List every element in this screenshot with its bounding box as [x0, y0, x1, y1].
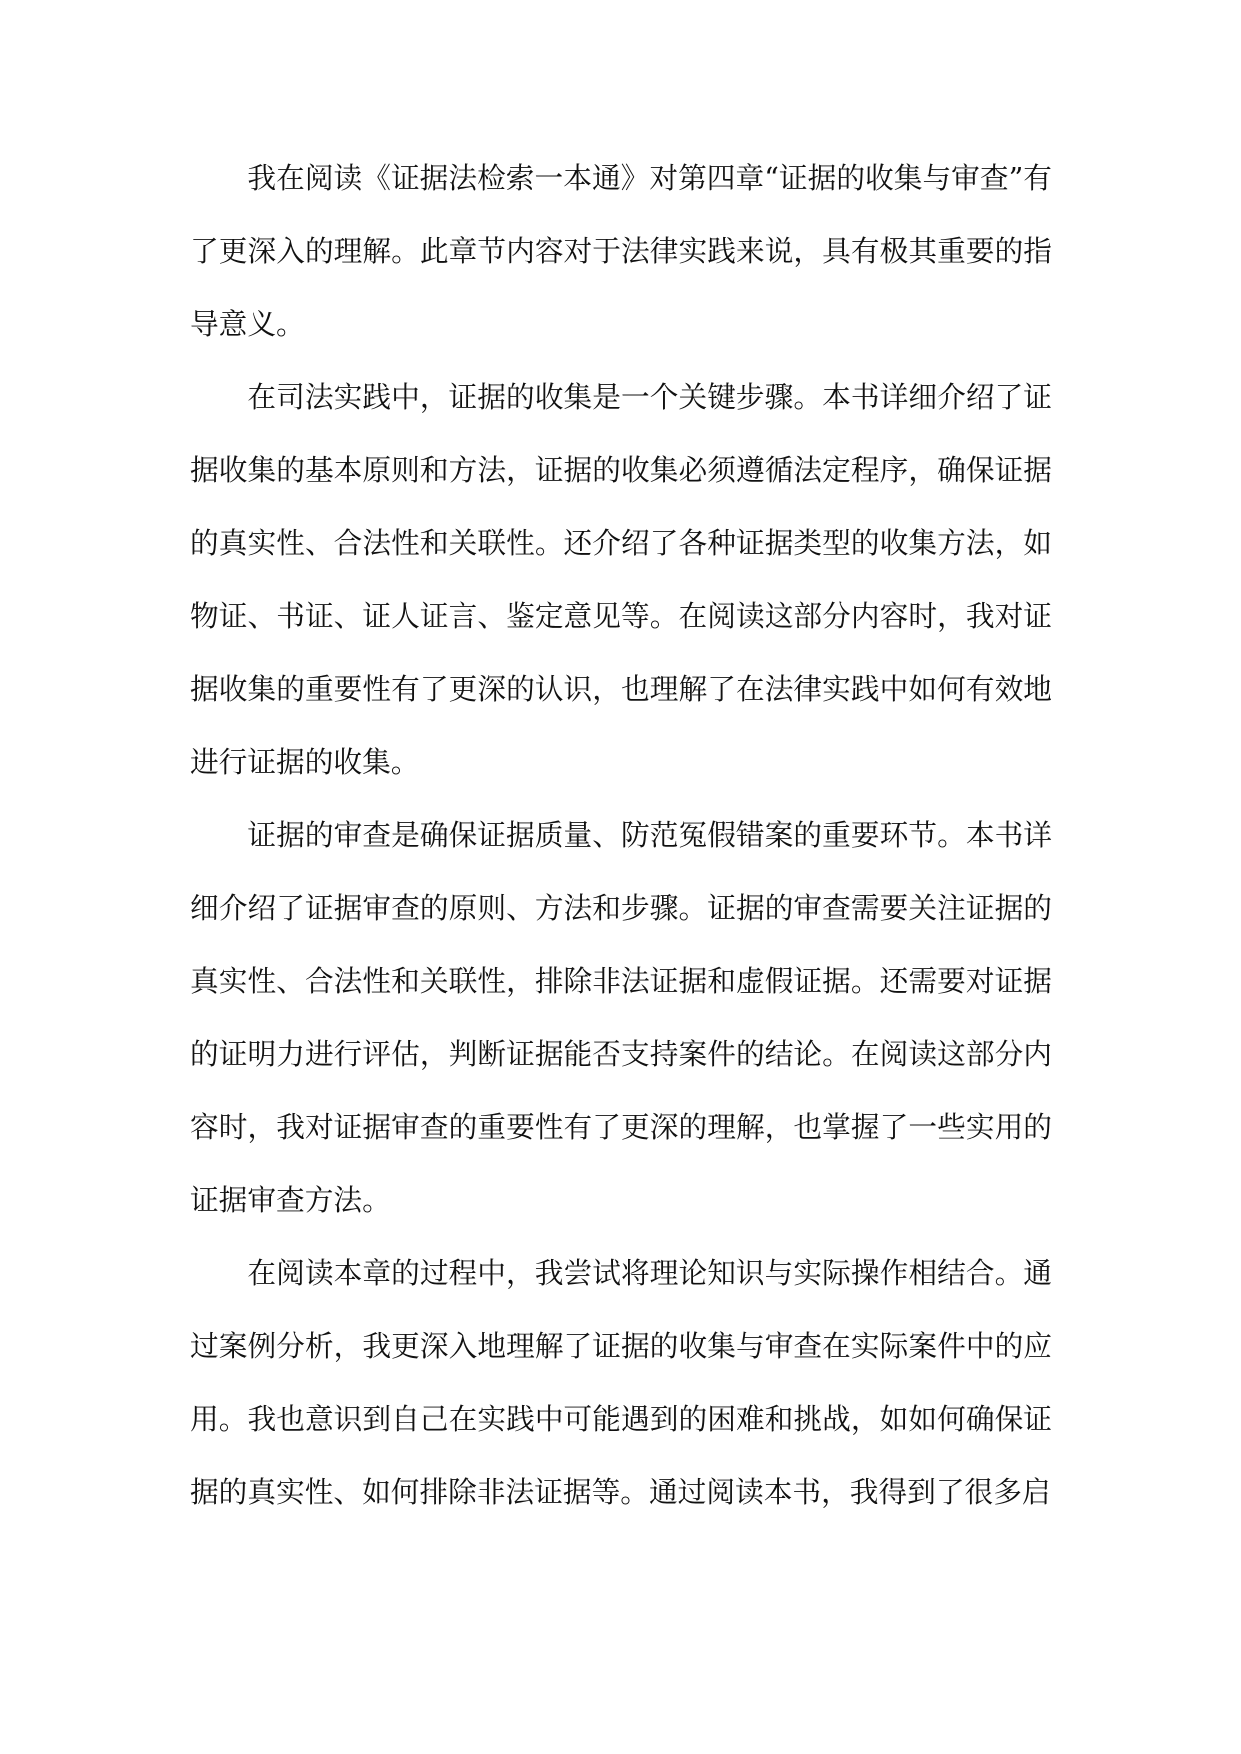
paragraph-reflection: 在阅读本章的过程中，我尝试将理论知识与实际操作相结合。通过案例分析，我更深入地理解了证据的收集与审查在实际案件中的应用。我也意识到自己在实践中可能遇到的困难和挑战，如如何确保证据的真实性、如何排除非法证据等。通过阅读本书，我得到了很多启 [190, 1256, 1052, 1509]
document-body [190, 142, 1052, 1529]
paragraph-evidence-review: 证据的审查是确保证据质量、防范冤假错案的重要环节。本书详细介绍了证据审查的原则、方法和步骤。证据的审查需要关注证据的真实性、合法性和关联性，排除非法证据和虚假证据。还需要对证据的证明力进行评估，判断证据能否支持案件的结论。在阅读这部分内容时，我对证据审查的重要性有了更深的理解，也掌握了一些实用的证据审查方法。 [190, 818, 1052, 1217]
paragraph-intro: 我在阅读《证据法检索一本通》对第四章“证据的收集与审查”有了更深入的理解。此章节内容对于法律实践来说，具有极其重要的指导意义。 [190, 161, 1052, 341]
paragraph-evidence-collection: 在司法实践中，证据的收集是一个关键步骤。本书详细介绍了证据收集的基本原则和方法，证据的收集必须遵循法定程序，确保证据的真实性、合法性和关联性。还介绍了各种证据类型的收集方法，如物证、书证、证人证言、鉴定意见等。在阅读这部分内容时，我对证据收集的重要性有了更深的认识，也理解了在法律实践中如何有效地进行证据的收集。 [190, 380, 1052, 779]
